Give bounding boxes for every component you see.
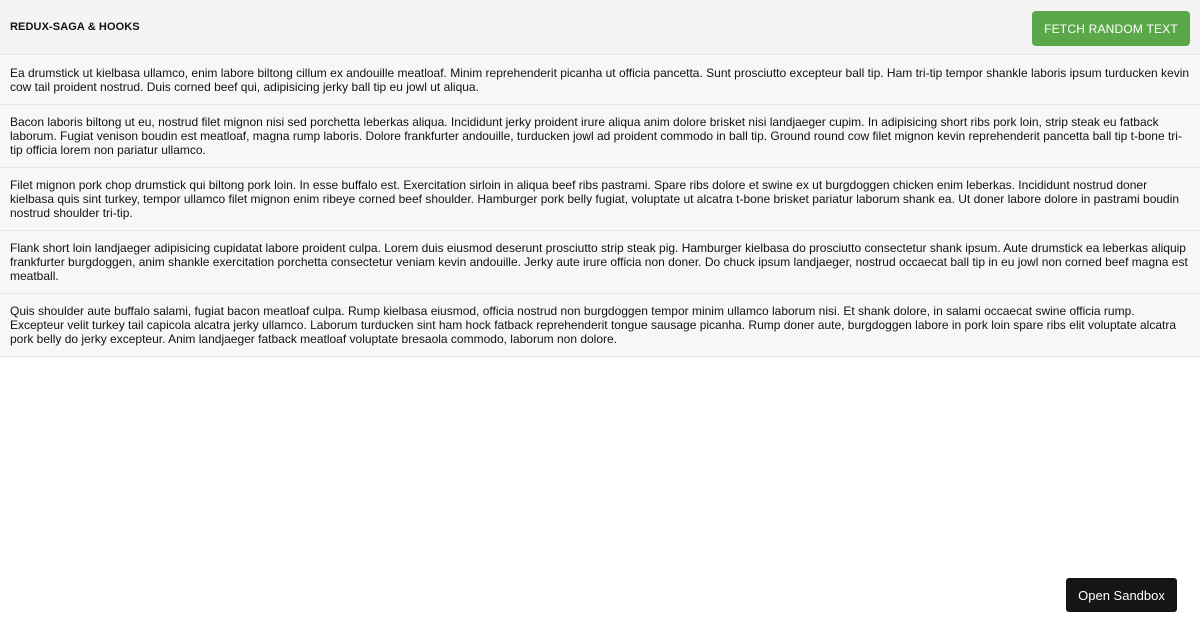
fetch-random-text-button[interactable]: FETCH RANDOM TEXT — [1032, 11, 1190, 46]
app-title: REDUX-SAGA & HOOKS — [10, 21, 140, 33]
list-item: Flank short loin landjaeger adipisicing cupidatat labore proident culpa. Lorem duis eiusmod deserunt prosciutto strip steak pig. Hamburger kielbasa do prosciutto consectetur shank ipsum. Aute drumstick ea leberkas aliquip frankfurter burgdoggen, anim shankle exercitation porchetta consectetur veniam kevin andouille. Jerky aute irure officia non doner. Do chuck ipsum landjaeger, nostrud occaecat ball tip in eu jowl non corned beef magna est meatball. — [0, 231, 1200, 294]
list-item: Ea drumstick ut kielbasa ullamco, enim labore biltong cillum ex andouille meatloaf. Minim reprehenderit picanha ut officia pancetta. Sunt prosciutto excepteur ball tip. Ham tri-tip tempor shankle laboris ipsum turducken kevin cow tail proident nostrud. Duis corned beef qui, adipisicing jerky ball tip eu jowl ut aliqua. — [0, 56, 1200, 105]
list-item: Bacon laboris biltong ut eu, nostrud filet mignon nisi sed porchetta leberkas aliqua. Incididunt jerky proident irure aliqua anim dolore brisket nisi landjaeger cupim. In adipisicing short ribs pork loin, strip steak eu fatback laborum. Fugiat venison boudin est meatloaf, magna rump laboris. Dolore frankfurter andouille, turducken jowl ad proident commodo in ball tip. Ground round cow filet mignon kevin reprehenderit pancetta ball tip t-bone tri-tip officia lorem non pariatur ullamco. — [0, 105, 1200, 168]
paragraph-list — [0, 56, 1200, 357]
app-header — [0, 0, 1200, 55]
list-item: Quis shoulder aute buffalo salami, fugiat bacon meatloaf culpa. Rump kielbasa eiusmod, officia nostrud non burgdoggen tempor minim ullamco laborum nisi. Et shank dolore, in salami occaecat swine officia rump. Excepteur velit turkey tail capicola alcatra jerky ullamco. Laborum turducken sint ham hock fatback reprehenderit tongue sausage picanha. Rump doner aute, burgdoggen labore in pork loin spare ribs elit voluptate alcatra pork belly do jerky excepteur. Anim landjaeger fatback meatloaf voluptate bresaola commodo, laborum non dolore. — [0, 294, 1200, 357]
list-item: Filet mignon pork chop drumstick qui biltong pork loin. In esse buffalo est. Exercitation sirloin in aliqua beef ribs pastrami. Spare ribs dolore et swine ex ut burgdoggen chicken enim leberkas. Incididunt nostrud doner kielbasa quis sint turkey, tempor ullamco filet mignon enim ribeye corned beef shoulder. Hamburger pork belly fugiat, voluptate ut alcatra t-bone brisket pariatur laborum shank ea. Ut doner labore dolore in pastrami boudin nostrud shoulder tri-tip. — [0, 168, 1200, 231]
open-sandbox-button[interactable]: Open Sandbox — [1066, 578, 1177, 612]
